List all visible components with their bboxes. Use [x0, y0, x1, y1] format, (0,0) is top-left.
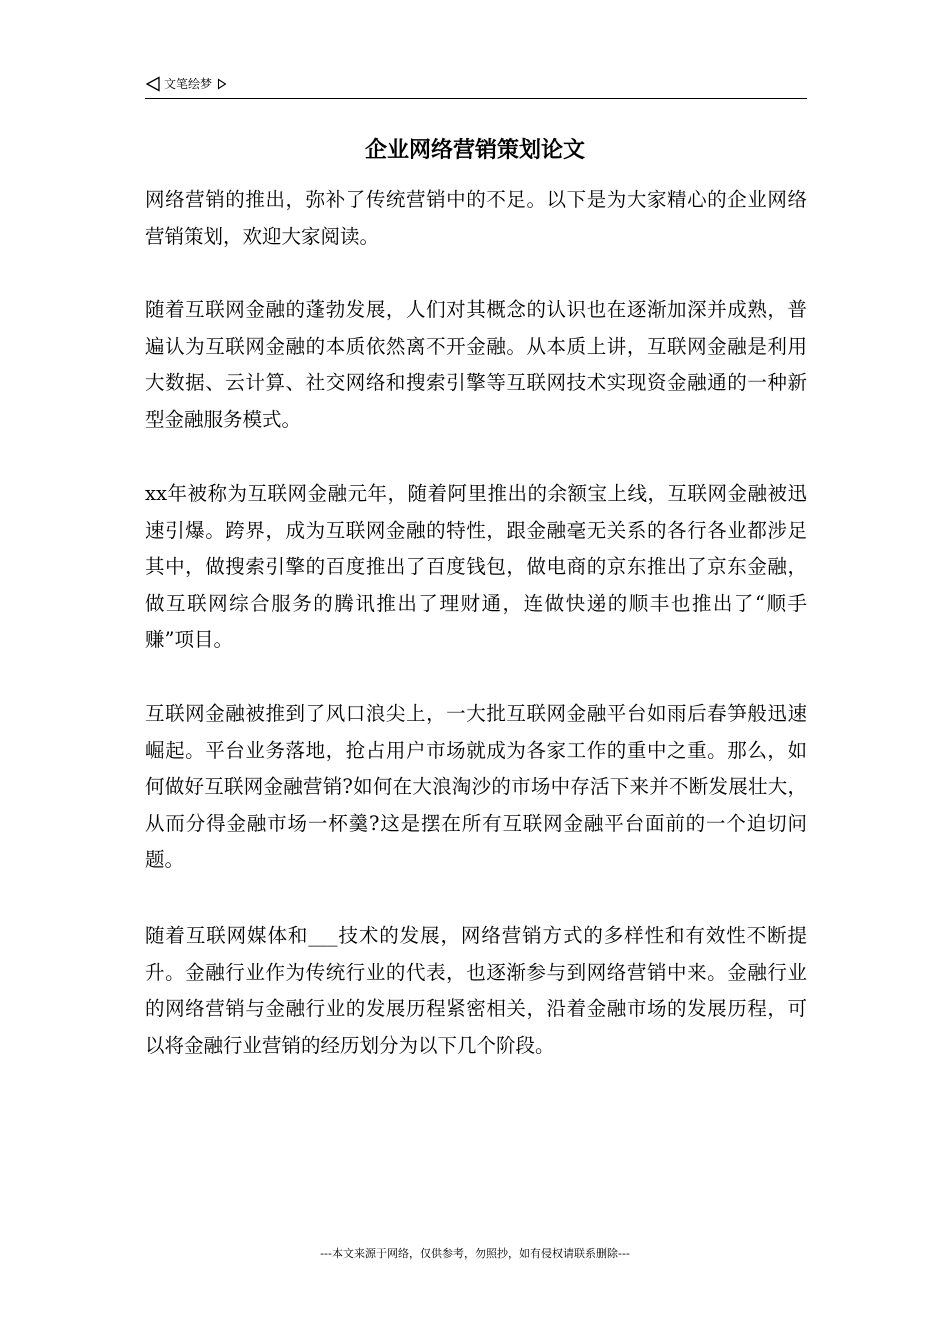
header-brand-text: 文笔绘梦 — [164, 77, 213, 91]
paragraph-4: 互联网金融被推到了风口浪尖上，一大批互联网金融平台如雨后春笋般迅速崛起。平台业务落地，抢占用户市场就成为各家工作的重中之重。那么，如何做好互联网金融营销?如何在大浪淘沙的市场中存活下来并不断发展壮大，从而分得金融市场一杯羹?这是摆在所有互联网金融平台面前的一个迫切问题。 — [145, 702, 807, 872]
paragraph-2: 随着互联网金融的蓬勃发展，人们对其概念的认识也在逐渐加深并成熟，普遍认为互联网金融的本质依然离不开金融。从本质上讲，互联网金融是利用大数据、云计算、社交网络和搜索引擎等互联网技术实现资金融通的一种新型金融服务模式。 — [145, 298, 807, 431]
header-brand — [145, 76, 227, 92]
page-header — [145, 74, 807, 99]
page-footer: ---本文来源于网络，仅供参考，勿照抄，如有侵权请联系删除--- — [320, 1247, 630, 1260]
paragraph-5: 随着互联网媒体和___技术的发展，网络营销方式的多样性和有效性不断提升。金融行业作为传统行业的代表，也逐渐参与到网络营销中来。金融行业的网络营销与金融行业的发展历程紧密相关，沿着金融市场的发展历程，可以将金融行业营销的经历划分为以下几个阶段。 — [145, 924, 807, 1057]
document-title: 企业网络营销策划论文 — [364, 137, 585, 163]
paragraph-1: 网络营销的推出，弥补了传统营销中的不足。以下是为大家精心的企业网络营销策划，欢迎大家阅读。 — [145, 188, 807, 248]
paragraph-3: xx年被称为互联网金融元年，随着阿里推出的余额宝上线，互联网金融被迅速引爆。跨界，成为互联网金融的特性，跟金融毫无关系的各行各业都涉足其中，做搜索引擎的百度推出了百度钱包，做电商的京东推出了京东金融，做互联网综合服务的腾讯推出了理财通，连做快递的顺丰也推出了“顺手赚”项目。 — [145, 482, 807, 652]
triangle-left-outline-icon — [145, 76, 161, 92]
triangle-right-outline-icon — [217, 78, 227, 90]
